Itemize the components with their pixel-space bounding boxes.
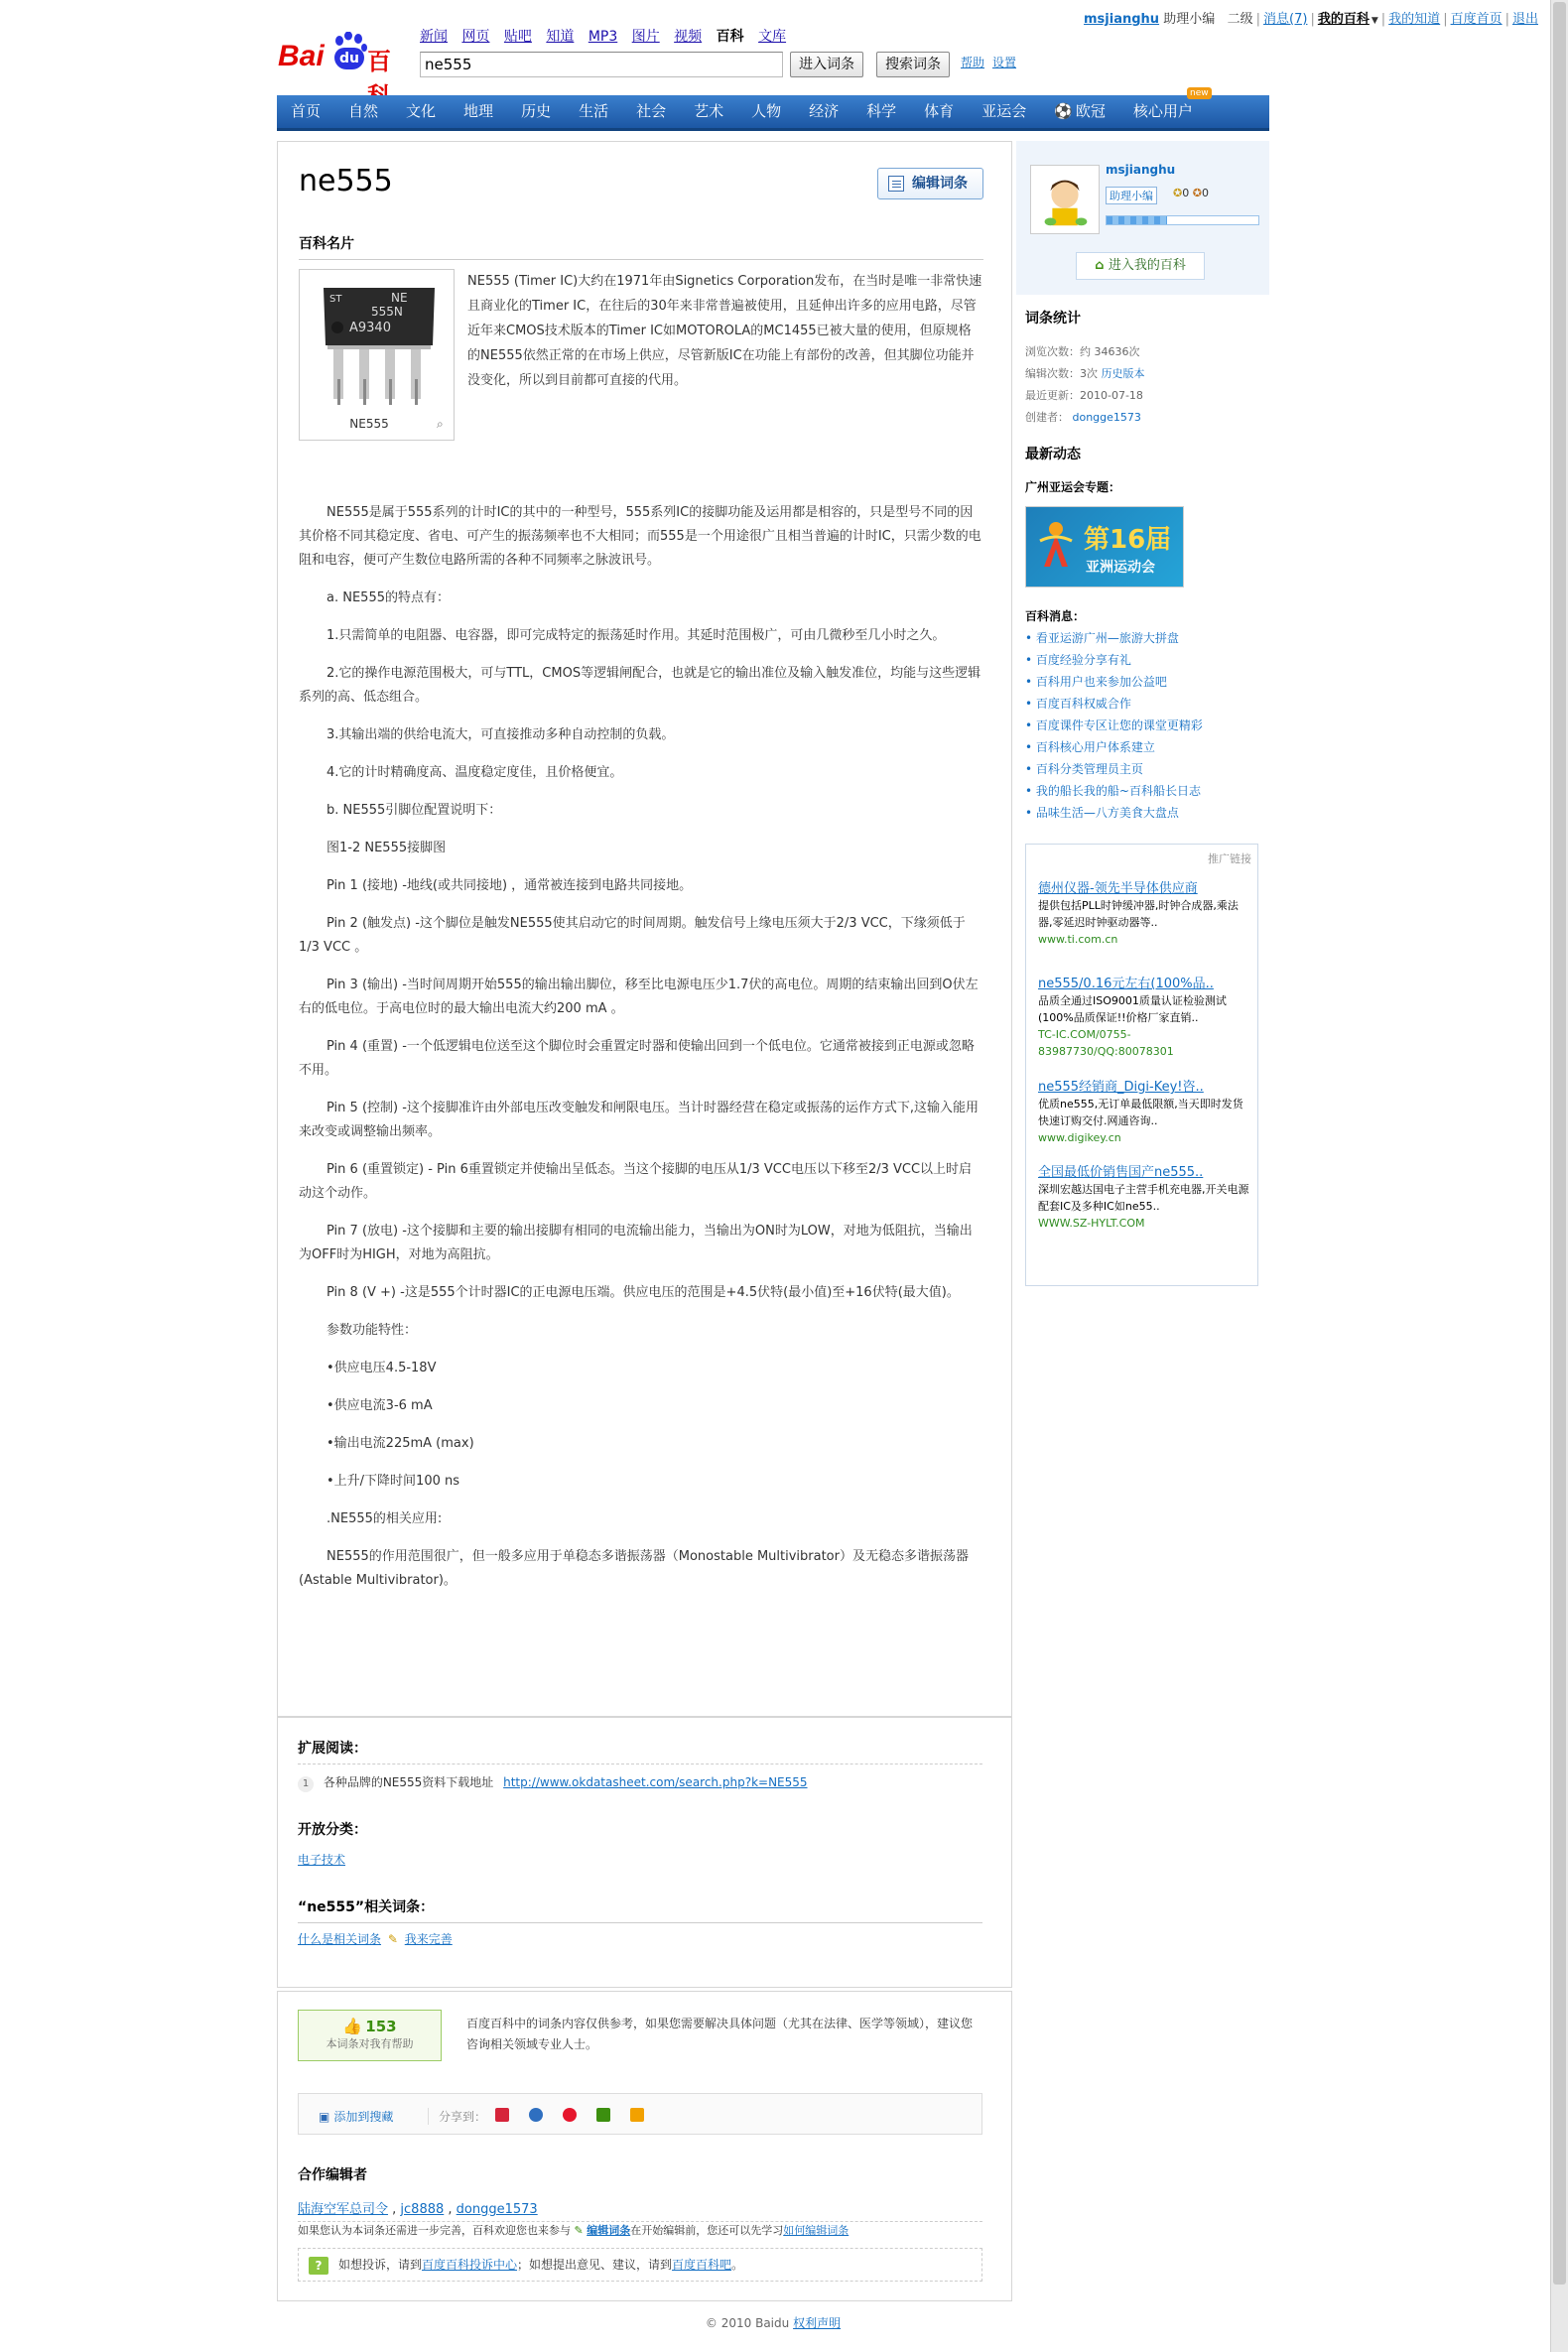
- enter-entry-button[interactable]: 进入词条: [790, 52, 863, 77]
- related-heading: “ne555”相关词条：: [298, 1896, 982, 1923]
- user-level: 二级: [1227, 12, 1253, 27]
- share-douban-icon[interactable]: [596, 2108, 610, 2122]
- footer: [277, 2314, 1269, 2331]
- user-role: 助理小编: [1163, 12, 1216, 27]
- like-button[interactable]: [298, 2010, 442, 2061]
- creator-link[interactable]: dongge1573: [1072, 411, 1141, 424]
- ad-url: www.digikey.cn: [1038, 1131, 1121, 1144]
- medal-icon: ✪: [1173, 187, 1183, 199]
- edit-entry-button[interactable]: [877, 168, 983, 199]
- cat-nature[interactable]: 自然: [348, 102, 379, 120]
- ad-url: TC-IC.COM/0755-83987730/QQ:80078301: [1038, 1028, 1174, 1058]
- share-weibo-icon[interactable]: [563, 2108, 577, 2122]
- baike-news-heading: 百科消息：: [1025, 609, 1086, 623]
- cat-champions-league[interactable]: ⚽ 欧冠: [1040, 95, 1119, 128]
- nav-mp3[interactable]: MP3: [588, 29, 618, 45]
- paragraph: Pin 6 (重置锁定) - Pin 6重置锁定并使输出呈低态。当这个接脚的电压从1/3 VCC电压以下移至2/3 VCC以上时启动这个动作。: [299, 1162, 973, 1201]
- copyright: © 2010 Baidu: [705, 2316, 790, 2330]
- improve-link[interactable]: 我来完善: [404, 1932, 453, 1946]
- share-qq-icon[interactable]: [529, 2108, 543, 2122]
- what-is-related-link[interactable]: 什么是相关词条: [298, 1932, 382, 1946]
- news-link[interactable]: • 看亚运游广州—旅游大拼盘: [1025, 627, 1203, 649]
- paragraph: 2.它的操作电源范围极大，可与TTL，CMOS等逻辑闸配合，也就是它的输出准位及输入触发准位，均能与这些逻辑系列的高、低态组合。: [299, 666, 981, 705]
- cat-sports[interactable]: 体育: [924, 102, 955, 120]
- nav-video[interactable]: 视频: [674, 29, 703, 45]
- cat-science[interactable]: 科学: [866, 102, 897, 120]
- logo-du-text: du: [334, 48, 364, 69]
- magnify-icon[interactable]: ⌕: [437, 417, 444, 431]
- like-count: 👍 153: [299, 2017, 441, 2035]
- ad-item[interactable]: [1038, 1079, 1251, 1146]
- paragraph: 1.只需简单的电阻器、电容器，即可完成特定的振荡延时作用。其延时范围极广，可由几微秒至几小时之久。: [327, 628, 946, 643]
- add-favorite-link[interactable]: ▣ 添加到搜藏: [319, 2108, 393, 2125]
- search-input[interactable]: [420, 52, 783, 77]
- paragraph: b. NE555引脚位配置说明下：: [327, 803, 502, 818]
- cat-art[interactable]: 艺术: [694, 102, 724, 120]
- share-renren-icon[interactable]: [495, 2108, 509, 2122]
- updated-date: 最近更新：2010-07-18: [1025, 389, 1143, 402]
- extended-item: [298, 1773, 808, 1792]
- nav-news[interactable]: 新闻: [420, 29, 448, 45]
- news-link[interactable]: • 百科核心用户体系建立: [1025, 736, 1203, 758]
- tip-text: ；如想提出意见、建议，请到: [517, 2258, 673, 2272]
- paragraph: 4.它的计时精确度高、温度稳定度佳，且价格便宜。: [327, 765, 623, 780]
- asiad-heading: 广州亚运会专题：: [1025, 480, 1121, 494]
- cat-society[interactable]: 社会: [636, 102, 667, 120]
- chip-marking-1: NE: [391, 291, 408, 305]
- news-link[interactable]: • 我的船长我的船~百科船长日志: [1025, 780, 1203, 802]
- paragraph: Pin 1 (接地) -地线(或共同接地) ，通常被连接到电路共同接地。: [327, 878, 693, 893]
- extended-item-link[interactable]: http://www.okdatasheet.com/search.php?k=NE555: [503, 1775, 808, 1789]
- ads-heading: 推广链接: [1208, 852, 1251, 865]
- feedback-tip: [298, 2248, 982, 2282]
- medal-count: 0: [1201, 187, 1209, 199]
- note-text: 在开始编辑前，您还可以先学习: [630, 2224, 784, 2237]
- paragraph: Pin 7 (放电) -这个接脚和主要的输出接脚有相同的电流输出能力，当输出为ON时为LOW，对地为低阻抗，当输出为OFF时为HIGH，对地为高阻抗。: [299, 1224, 973, 1262]
- ad-title[interactable]: ne555/0.16元左右(100%品..: [1038, 977, 1214, 991]
- ad-desc: 提供包括PLL时钟缓冲器,时钟合成器,乘法器,零延迟时钟驱动器等..: [1038, 899, 1239, 929]
- creator-label: 创建者：: [1025, 411, 1069, 424]
- chevron-down-icon[interactable]: ▼: [1371, 16, 1378, 26]
- chip-marking-2: 555N: [371, 305, 403, 319]
- edit-stats: [1025, 365, 1145, 381]
- help-links: [961, 54, 1024, 70]
- nav-images[interactable]: 图片: [631, 29, 660, 45]
- messages-link[interactable]: 消息(7): [1263, 12, 1308, 27]
- editor-link[interactable]: jc8888: [400, 2202, 445, 2217]
- stats-heading: 词条统计: [1025, 311, 1081, 327]
- open-category-heading: 开放分类：: [298, 1822, 367, 1838]
- entry-image-card[interactable]: [299, 269, 455, 441]
- sidebar: [1016, 141, 1269, 1778]
- ad-item[interactable]: [1038, 880, 1251, 948]
- progress-fill: [1107, 216, 1167, 224]
- baidu-home-link[interactable]: 百度首页: [1450, 12, 1503, 27]
- creator-row: [1025, 409, 1141, 425]
- avatar[interactable]: [1030, 165, 1100, 234]
- article-body: [299, 501, 983, 1607]
- like-subtext: 本词条对我有帮助: [326, 2037, 414, 2050]
- svg-text:ST: ST: [329, 294, 342, 305]
- nav-baike[interactable]: 百科: [716, 29, 744, 45]
- share-kaixin-icon[interactable]: [630, 2108, 644, 2122]
- level-badge: 助理小编: [1106, 187, 1157, 204]
- ne555-chip-image: [320, 280, 439, 407]
- user-card: [1016, 141, 1269, 295]
- cat-culture[interactable]: 文化: [406, 102, 437, 120]
- related-links: [298, 1930, 453, 1947]
- settings-link[interactable]: 设置: [992, 56, 1017, 69]
- nav-web[interactable]: 网页: [461, 29, 490, 45]
- paragraph: Pin 8 (V +) -这是555个计时器IC的正电源电压端。供应电压的范围是+4.5伏特(最小值)至+16伏特(最大值)。: [327, 1285, 960, 1300]
- editors-heading: 合作编辑者: [298, 2167, 367, 2183]
- edits-count: 编辑次数：3次: [1025, 367, 1098, 380]
- ad-desc: 优质ne555,无订单最低限额,当天即时发货快速订购交付.网通咨询..: [1038, 1098, 1243, 1127]
- cat-geography[interactable]: 地理: [463, 102, 494, 120]
- editor-list: 陆海空军总司令 , jc8888 , dongge1573: [298, 2198, 982, 2222]
- medals: [1173, 187, 1209, 199]
- paragraph: 3.其输出端的供给电流大，可直接推动多种自动控制的负载。: [327, 727, 675, 742]
- share-to-label: 分享到：: [428, 2108, 486, 2125]
- my-zhidao-link[interactable]: 我的知道: [1388, 12, 1441, 27]
- logo-baike-text: 百: [367, 48, 391, 75]
- paragraph: •上升/下降时间100 ns: [327, 1474, 460, 1489]
- article-panel: [277, 141, 1012, 1717]
- views-count: 浏览次数：约 34636次: [1025, 345, 1140, 358]
- history-link[interactable]: 历史版本: [1101, 367, 1145, 380]
- cat-economy[interactable]: 经济: [809, 102, 840, 120]
- news-link[interactable]: • 百度百科权威合作: [1025, 693, 1203, 715]
- how-to-edit-link[interactable]: 如何编辑词条: [783, 2224, 849, 2237]
- editor-link[interactable]: dongge1573: [456, 2202, 538, 2217]
- vertical-scrollbar[interactable]: [1550, 0, 1568, 2352]
- ad-desc: 深圳宏越达国电子主营手机充电器,开关电源配套IC及多种IC如ne55..: [1038, 1183, 1249, 1213]
- category-link-electronics[interactable]: 电子技术: [298, 1853, 346, 1867]
- baike-bar-link[interactable]: 百度百科吧: [672, 2258, 732, 2272]
- paragraph: 图1-2 NE555接脚图: [327, 841, 447, 855]
- logo-bai-text: Bai: [278, 40, 325, 72]
- paragraph: 参数功能特性：: [327, 1323, 418, 1338]
- entry-summary: NE555 (Timer IC)大约在1971年由Signetics Corporation发布，在当时是唯一非常快速且商业化的Timer IC，在往后的30年来非常普遍被使用，且延伸出许多的应用电路，尽管近年来CMOS技术版本的Timer IC如MOTOROLA的MC1455已被大量的使用，但原规格的NE555依然正常的在市场上供应，尽管新版IC在功能上有部份的改善，但其脚位功能并没变化，所以到目前都可直接的代用。: [467, 274, 982, 388]
- paragraph: Pin 3 (输出) -当时间周期开始555的输出输出脚位，移至比电源电压少1.7伏的高电位。周期的结束输出回到O伏左右的低电位。于高电位时的最大输出电流大约200 mA 。: [299, 978, 979, 1016]
- paragraph: NE555是属于555系列的计时IC的其中的一种型号，555系列IC的接脚功能及运用都是相容的，只是型号不同的因其价格不同其稳定度、省电、可产生的振荡频率也不大相同；而555是一个用途很广且相当普遍的计时IC，只需少数的电阻和电容，便可产生数位电路所需的各种不同频率之脉波讯号。: [299, 505, 981, 568]
- pencil-icon: ✎: [387, 1932, 398, 1946]
- cat-asian-games[interactable]: 亚运会: [981, 102, 1027, 120]
- cat-life[interactable]: 生活: [579, 102, 609, 120]
- news-heading: 最新动态: [1025, 447, 1081, 462]
- item-number: 1: [298, 1776, 314, 1792]
- username-link[interactable]: msjianghu: [1084, 12, 1160, 27]
- enter-my-baike-button[interactable]: ⌂ 进入我的百科: [1076, 252, 1205, 280]
- nav-zhidao[interactable]: 知道: [546, 29, 575, 45]
- paragraph: •输出电流225mA (max): [327, 1436, 474, 1451]
- my-baike-link[interactable]: 我的百科: [1317, 12, 1370, 27]
- paragraph: NE555的作用范围很广，但一般多应用于单稳态多谐振荡器（Monostable Multivibrator）及无稳态多谐振荡器(Astable Multivibrator)。: [299, 1549, 969, 1588]
- image-caption: NE555: [349, 417, 389, 431]
- paragraph: •供应电压4.5-18V: [327, 1361, 437, 1375]
- tip-text: 如想投诉，请到: [338, 2258, 423, 2272]
- news-link[interactable]: • 百科用户也来参加公益吧: [1025, 671, 1203, 693]
- news-link[interactable]: • 百度课件专区让您的课堂更精彩: [1025, 715, 1203, 736]
- cat-people[interactable]: 人物: [751, 102, 782, 120]
- sponsored-links-box: [1025, 844, 1258, 1286]
- disclaimer: 百度百科中的词条内容仅供参考，如果您需要解决具体问题（尤其在法律、医学等领域），建议您咨询相关领域专业人士。: [466, 2017, 974, 2051]
- product-nav: [420, 26, 796, 46]
- edit-entry-link[interactable]: 编辑词条: [587, 2224, 631, 2237]
- asian-games-logo-icon: [1036, 517, 1076, 577]
- search-entry-button[interactable]: 搜索词条: [876, 52, 950, 77]
- extended-heading: 扩展阅读：: [298, 1738, 982, 1764]
- ad-title[interactable]: ne555经销商_Digi-Key!咨..: [1038, 1080, 1204, 1095]
- baike-news-list: [1025, 627, 1203, 824]
- help-link[interactable]: 帮助: [961, 56, 985, 69]
- complaint-center-link[interactable]: 百度百科投诉中心: [422, 2258, 518, 2272]
- category-nav: [277, 88, 1269, 131]
- ad-desc: 品质全通过ISO9001质量认证检验测试(100%品质保证!!价格厂家直销..: [1038, 994, 1227, 1024]
- card-heading: 百科名片: [299, 233, 983, 260]
- asian-games-banner[interactable]: [1025, 506, 1184, 588]
- extended-panel: [277, 1717, 1012, 1988]
- ad-url: WWW.SZ-HYLT.COM: [1038, 1217, 1145, 1230]
- contribute-note: [298, 2222, 849, 2238]
- scrollbar-thumb[interactable]: [1553, 2, 1566, 2285]
- ad-title[interactable]: 全国最低价销售国产ne555..: [1038, 1165, 1204, 1180]
- experience-progress: [1106, 215, 1259, 225]
- news-link[interactable]: • 品味生活—八方美食大盘点: [1025, 802, 1203, 824]
- edit-entry-label: 编辑词条: [912, 176, 968, 192]
- medal-count: 0: [1182, 187, 1190, 199]
- chip-marking-3: A9340: [349, 321, 391, 335]
- ad-item[interactable]: [1038, 1164, 1251, 1232]
- share-bar: [298, 2093, 982, 2135]
- nav-tieba[interactable]: 贴吧: [503, 29, 532, 45]
- paragraph: Pin 4 (重置) -一个低逻辑电位送至这个脚位时会重置定时器和使输出回到一个低电位。它通常被接到正电源或忽略不用。: [299, 1039, 975, 1078]
- medal-icon: ✪: [1192, 187, 1202, 199]
- paragraph: a. NE555的特点有：: [327, 590, 450, 605]
- paragraph: Pin 2 (触发点) -这个脚位是触发NE555使其启动它的时间周期。触发信号上缘电压须大于2/3 VCC，下缘须低于1/3 VCC 。: [299, 916, 966, 955]
- cat-core-users[interactable]: 核心用户: [1132, 102, 1193, 120]
- paragraph: .NE555的相关应用:: [327, 1511, 443, 1526]
- rights-link[interactable]: 权利声明: [793, 2316, 842, 2330]
- page-title: ne555: [299, 164, 393, 198]
- paragraph: Pin 5 (控制) -这个接脚准许由外部电压改变触发和闸限电压。当计时器经营在稳定或振荡的运作方式下,这输入能用来改变或调整输出频率。: [299, 1101, 980, 1139]
- edit-small-icon: ✎: [574, 2224, 584, 2237]
- logout-link[interactable]: 退出: [1511, 12, 1538, 27]
- baidu-baike-logo[interactable]: [278, 30, 412, 73]
- new-badge: new: [1187, 87, 1212, 99]
- question-icon: ?: [309, 2257, 328, 2275]
- tip-text: 。: [731, 2258, 744, 2272]
- cat-history[interactable]: 历史: [521, 102, 552, 120]
- banner-subtitle: 亚洲运动会: [1086, 560, 1155, 576]
- feedback-panel: [277, 1991, 1012, 2301]
- user-toolbar: msjianghu 助理小编 二级 | 消息(7) | 我的百科 ▼ | 我的知道 | 百度首页 | 退出: [1084, 12, 1538, 27]
- extended-item-text: 各种品牌的NE555资料下载地址: [323, 1775, 494, 1789]
- ad-url: www.ti.com.cn: [1038, 933, 1118, 946]
- news-link[interactable]: • 百科分类管理员主页: [1025, 758, 1203, 780]
- edit-icon: [888, 176, 904, 192]
- ad-item[interactable]: [1038, 976, 1251, 1060]
- banner-title: 第16届: [1084, 525, 1172, 555]
- editor-link[interactable]: 陆海空军总司令: [298, 2202, 389, 2217]
- paragraph: •供应电流3-6 mA: [327, 1398, 433, 1413]
- nav-wenku[interactable]: 文库: [758, 29, 787, 45]
- sidebar-username[interactable]: msjianghu: [1106, 163, 1176, 177]
- ad-title[interactable]: 德州仪器-领先半导体供应商: [1038, 881, 1198, 896]
- cat-home[interactable]: 首页: [291, 102, 322, 120]
- news-link[interactable]: • 百度经验分享有礼: [1025, 649, 1203, 671]
- note-text: 如果您认为本词条还需进一步完善，百科欢迎您也来参与: [298, 2224, 571, 2237]
